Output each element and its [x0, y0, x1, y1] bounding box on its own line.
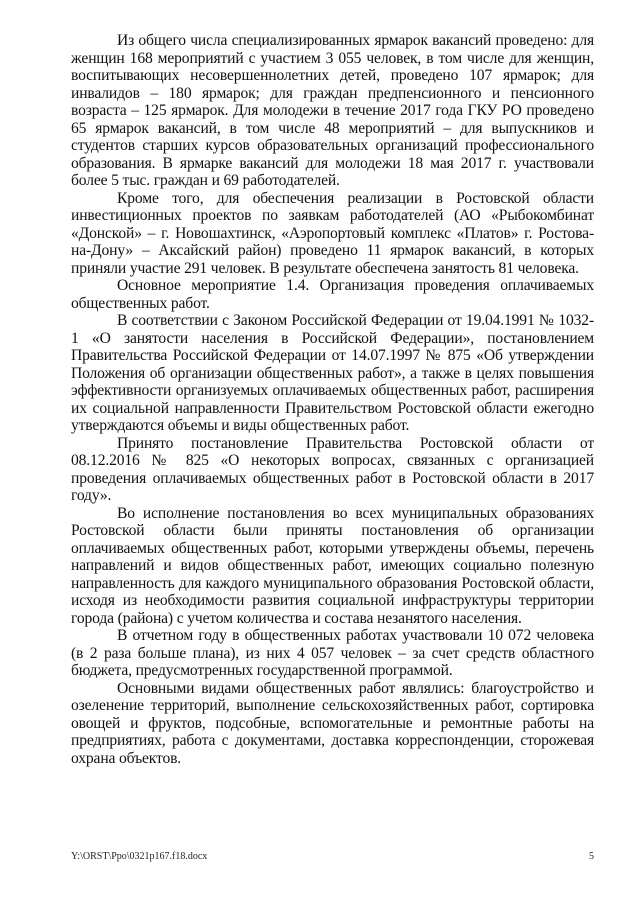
paragraph-legal-basis: В соответствии с Законом Российской Федерации от 19.04.1991 № 1032-1 «О занятости населения в Российской Федерации», постановлением Правительства Российской Федерации от 14.07.1997 № 875 «Об утверждении Положения об организации общественных работ», а также в целях повышения эффективности организуемых оплачиваемых общественных работ, расширения их социальной направленности Правительством Ростовской области ежегодно утверждаются объемы и виды общественных работ. — [71, 312, 594, 434]
paragraph-investment-projects: Кроме того, для обеспечения реализации в Ростовской области инвестиционных проектов по заявкам работодателей (АО «Рыбокомбинат «Донской» – г. Новошахтинск, «Аэропортовый комплекс «Платов» г. Ростова-на-Дону» – Аксайский район) проведено 11 ярмарок вакансий, в которых приняли участие 291 человек. В результате обеспечена занятость 81 человека. — [71, 189, 594, 277]
paragraph-work-types: Основными видами общественных работ являлись: благоустройство и озеленение территорий, выполнение сельскохозяйственных работ, сортировка овощей и фруктов, подсобные, вспомогательные и ремонтные работы на предприятиях, работа с документами, доставка корреспонденции, сторожевая охрана объектов. — [71, 679, 594, 767]
paragraph-measure-heading: Основное мероприятие 1.4. Организация проведения оплачиваемых общественных работ. — [71, 277, 594, 312]
paragraph-resolution: Принято постановление Правительства Ростовской области от 08.12.2016 № 825 «О некоторых вопросах, связанных с организацией проведения оплачиваемых общественных работ в Ростовской области в 2017 году». — [71, 434, 594, 504]
footer-file-path: Y:\ORST\Ppo\0321p167.f18.docx — [71, 851, 208, 862]
document-page — [71, 32, 594, 767]
paragraph-job-fairs: Из общего числа специализированных ярмарок вакансий проведено: для женщин 168 мероприятий с участием 3 055 человек, в том числе для женщин, воспитывающих несовершеннолетних детей, проведено 107 ярмарок; для инвалидов – 180 ярмарок; для граждан предпенсионного и пенсионного возраста – 125 ярмарок. Для молодежи в течение 2017 года ГКУ РО проведено 65 ярмарок вакансий, в том числе 48 мероприятий – для выпускников и студентов старших курсов образовательных организаций профессионального образования. В ярмарке вакансий для молодежи 18 мая 2017 г. участвовали более 5 тыс. граждан и 69 работодателей. — [71, 32, 594, 189]
page-number: 5 — [589, 851, 594, 862]
paragraph-participants: В отчетном году в общественных работах участвовали 10 072 человека (в 2 раза больше плана), из них 4 057 человек – за счет средств областного бюджета, предусмотренных государственной программой. — [71, 627, 594, 679]
paragraph-municipal-resolutions: Во исполнение постановления во всех муниципальных образованиях Ростовской области были приняты постановления об организации оплачиваемых общественных работ, которыми утверждены объемы, перечень направлений и видов общественных работ, имеющих социально полезную направленность для каждого муниципального образования Ростовской области, исходя из необходимости развития социальной инфраструктуры территории города (района) с учетом количества и состава незанятого населения. — [71, 504, 594, 627]
